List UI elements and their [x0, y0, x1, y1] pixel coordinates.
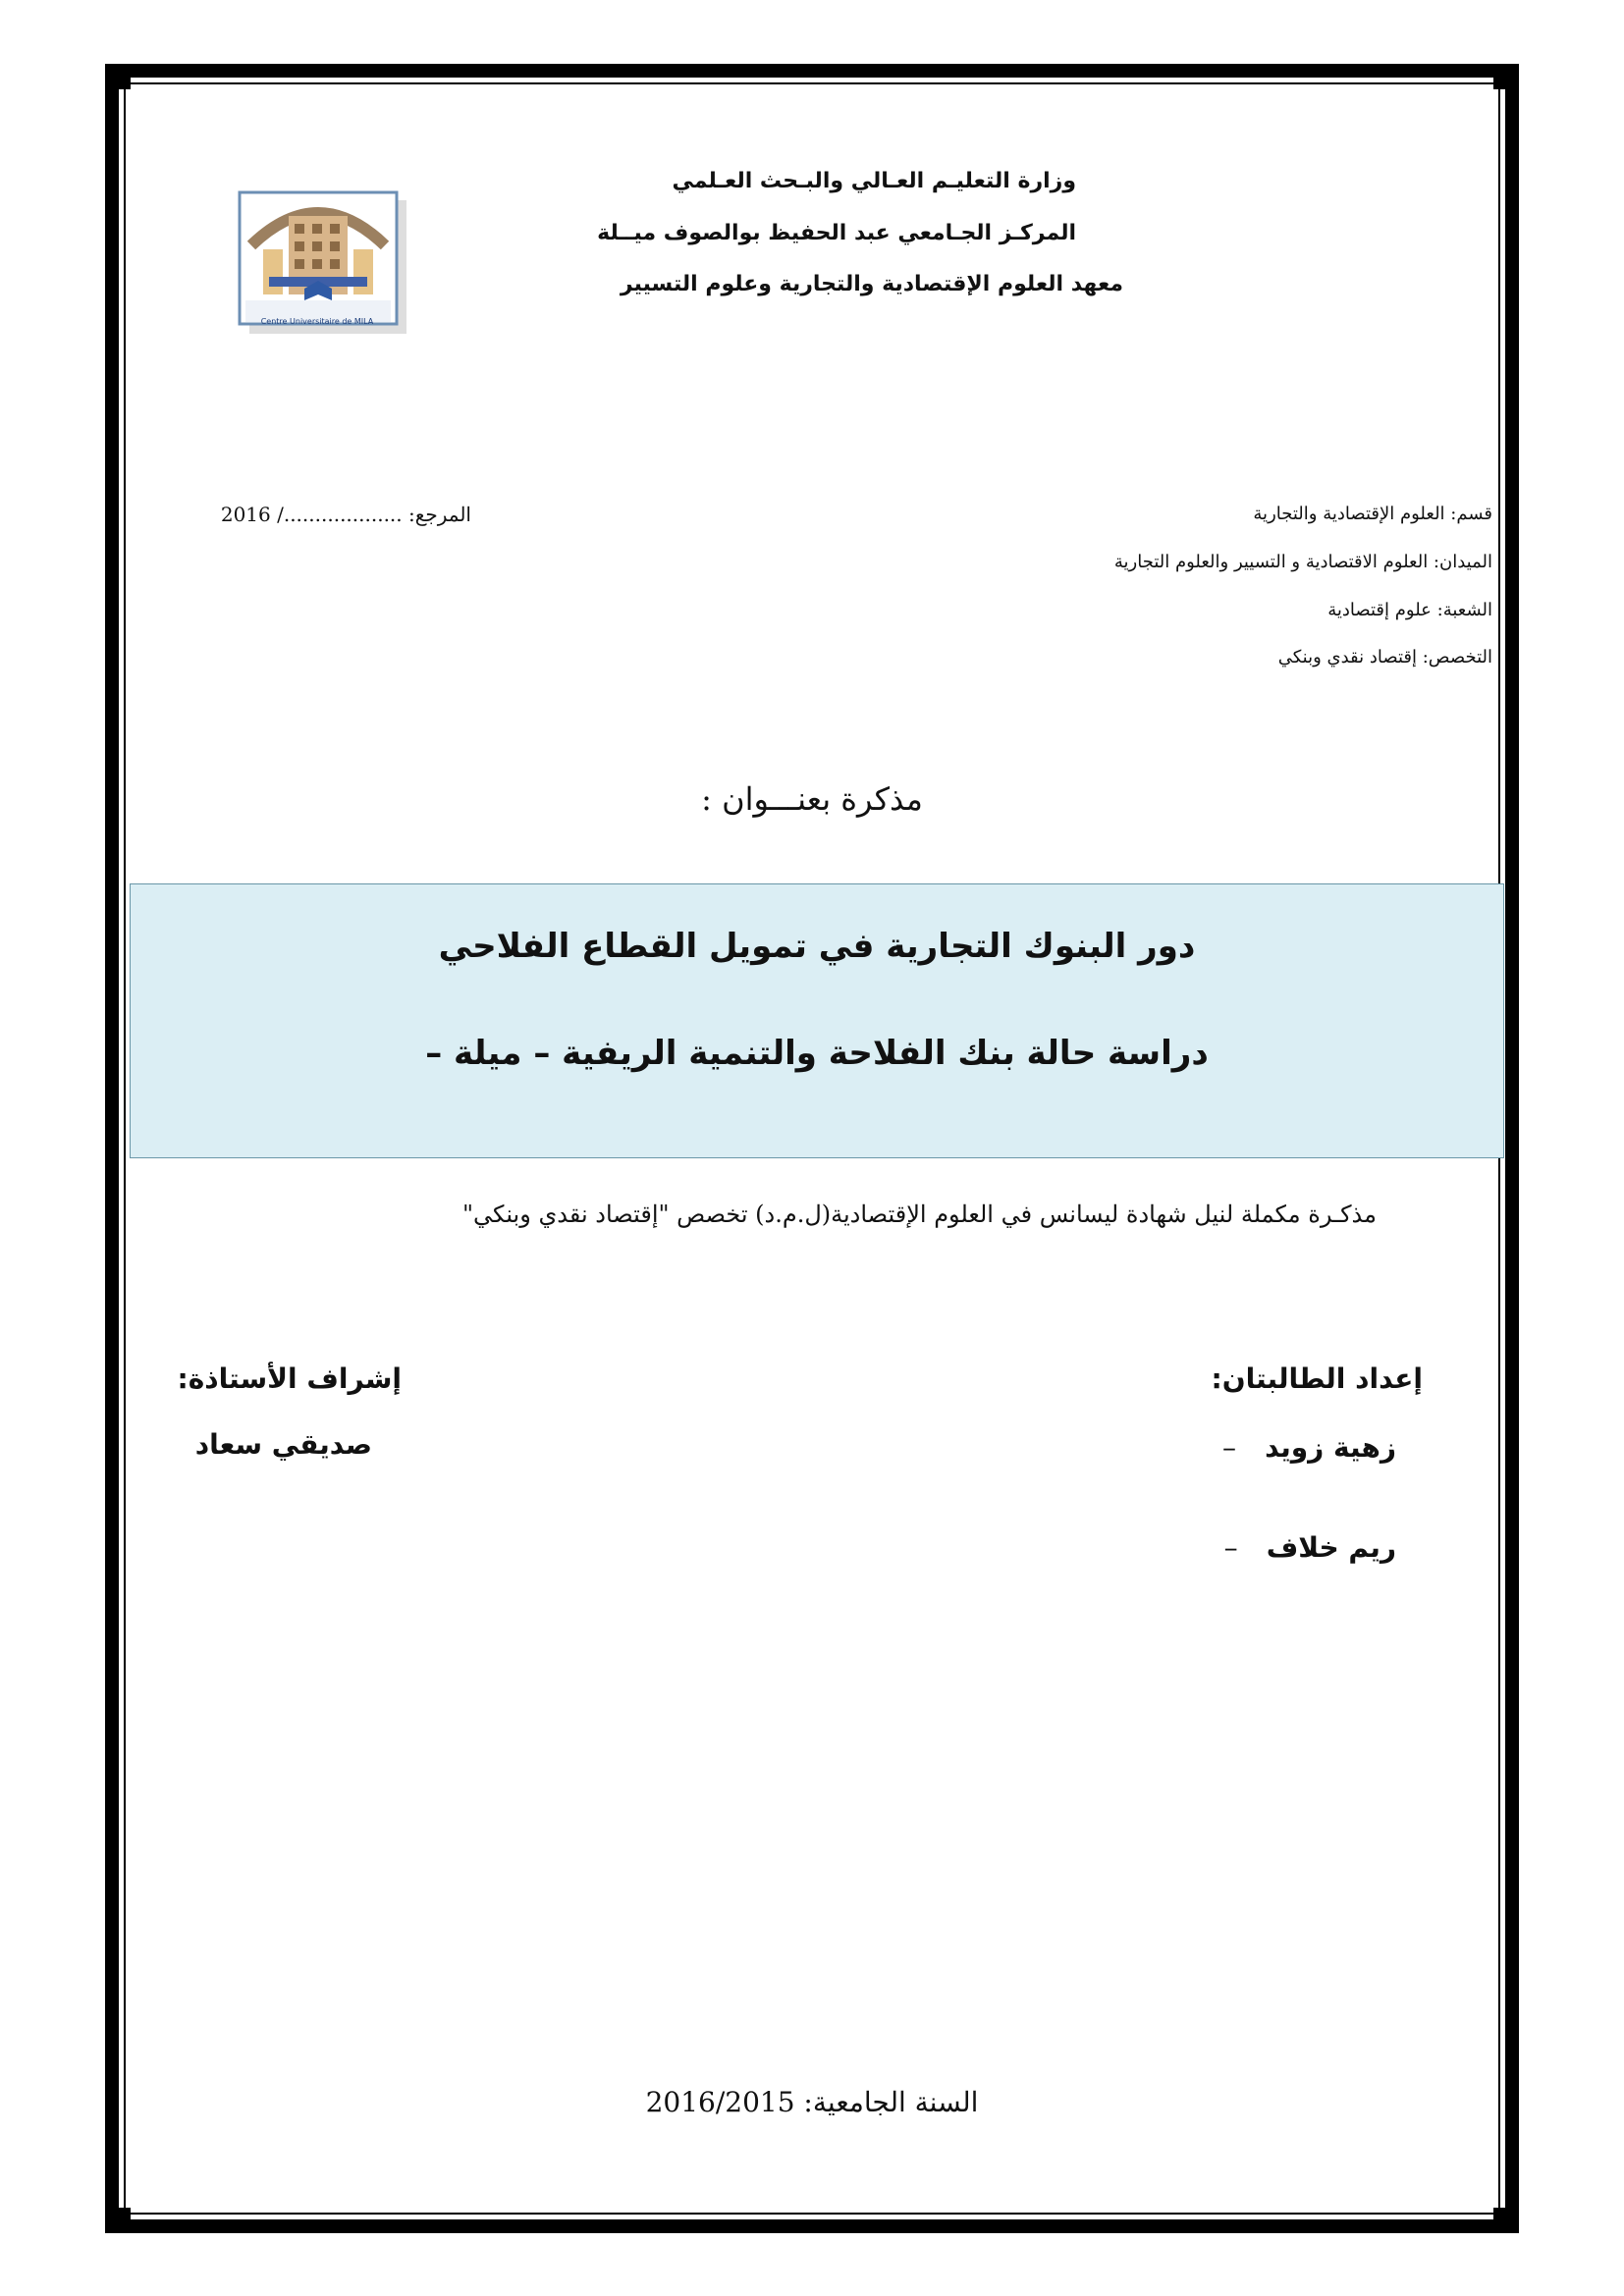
thesis-subtitle: دراسة حالة بنك الفلاحة والتنمية الريفية – ميلة –: [425, 1034, 1209, 1073]
thesis-title: دور البنوك التجارية في تمويل القطاع الفلاحي: [438, 927, 1196, 966]
student-name: ريم خلاف: [1266, 1531, 1396, 1564]
institute-name: معهد العلوم الإقتصادية والتجارية وعلوم التسيير: [620, 272, 1123, 296]
specialty-label: التخصص: إقتصاد نقدي وبنكي: [1277, 647, 1492, 667]
supervisor-name: صديقي سعاد: [194, 1428, 372, 1461]
degree-description: مذكـرة مكملة لنيل شهادة ليسانس في العلوم الإقتصادية(ل.م.د) تخصص "إقتصاد نقدي وبنكي": [462, 1201, 1377, 1228]
title-box: [130, 883, 1504, 1158]
memo-heading: مذكرة بعنـــوان :: [701, 780, 923, 818]
supervisor-label: إشراف الأستاذة:: [177, 1362, 402, 1395]
academic-year: السنة الجامعية: 2016/2015: [645, 2086, 979, 2118]
university-logo: [236, 187, 408, 334]
department-label: قسم: العلوم الإقتصادية والتجارية: [1253, 504, 1492, 524]
bullet-dash: –: [1223, 1531, 1238, 1564]
field-label: الميدان: العلوم الاقتصادية و التسيير والعلوم التجارية: [1113, 552, 1492, 572]
ministry-name: وزارة التعليـم العـالي والبـحث العـلمي: [672, 169, 1076, 193]
students-label: إعداد الطالبتان:: [1211, 1362, 1423, 1395]
border-corner: [1493, 2208, 1519, 2233]
university-center-name: المركـز الجـامعي عبد الحفيظ بوالصوف ميــلة: [597, 221, 1076, 245]
border-corner: [1493, 64, 1519, 89]
border-corner: [105, 2208, 131, 2233]
student-item: [1222, 1431, 1396, 1464]
student-item: [1224, 1531, 1396, 1564]
student-name: زهية زويد: [1265, 1431, 1396, 1464]
logo-caption: Centre Universitaire de MILA: [260, 317, 374, 326]
bullet-dash: –: [1222, 1431, 1236, 1464]
border-corner: [105, 64, 131, 89]
branch-label: الشعبة: علوم إقتصادية: [1327, 600, 1492, 620]
reference-number: المرجع: .................../ 2016: [220, 503, 471, 526]
